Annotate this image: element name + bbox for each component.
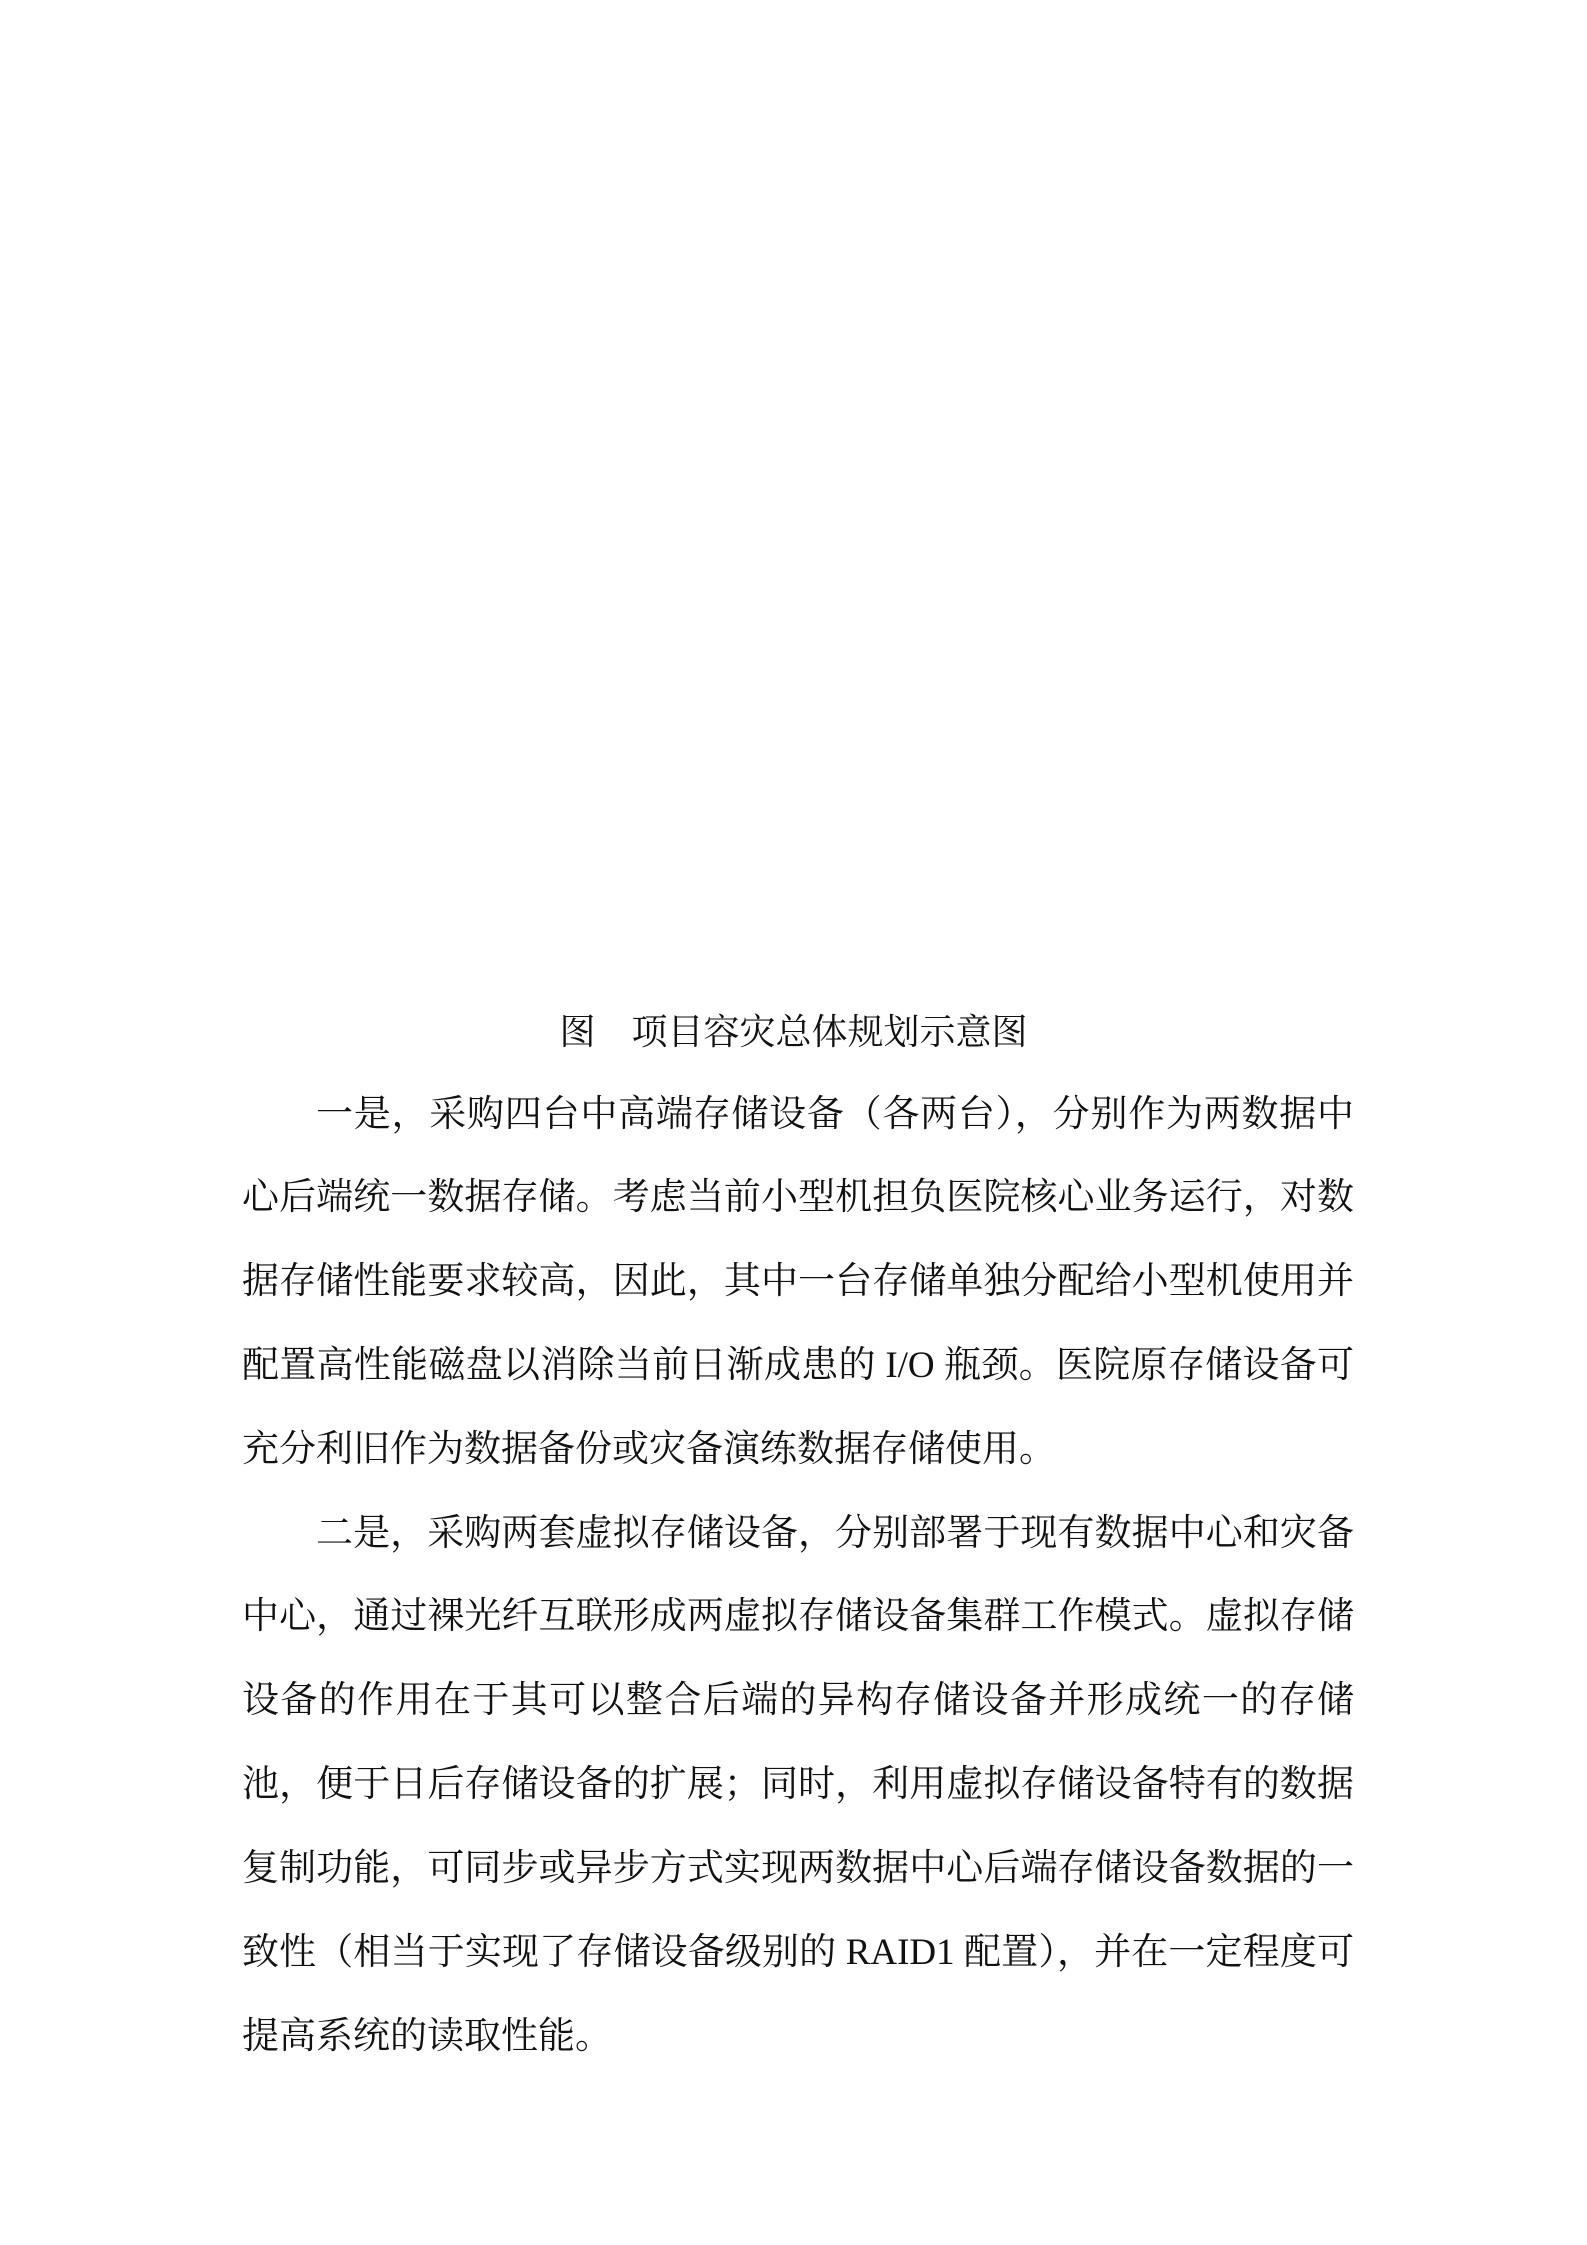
paragraph-line: 设备的作用在于其可以整合后端的异构存储设备并形成统一的存储: [242, 1680, 1354, 1721]
paragraph-line: 一是，采购四台中高端存储设备（各两台），分别作为两数据中: [316, 1094, 1354, 1135]
paragraph-line: 复制功能，可同步或异步方式实现两数据中心后端存储设备数据的一: [242, 1848, 1354, 1889]
paragraph-line: 中心，通过裸光纤互联形成两虚拟存储设备集群工作模式。虚拟存储: [242, 1596, 1354, 1637]
paragraph-line: 充分利旧作为数据备份或灾备演练数据存储使用。: [242, 1429, 1056, 1470]
paragraph-line: 二是，采购两套虚拟存储设备，分别部署于现有数据中心和灾备: [316, 1513, 1354, 1554]
figure-caption: 图 项目容灾总体规划示意图: [559, 1012, 1028, 1052]
paragraph-line: 提高系统的读取性能。: [242, 2016, 612, 2057]
paragraph-line: 心后端统一数据存储。考虑当前小型机担负医院核心业务运行，对数: [242, 1177, 1354, 1218]
paragraph-line: 据存储性能要求较高，因此，其中一台存储单独分配给小型机使用并: [242, 1261, 1354, 1302]
paragraph-line: 致性（相当于实现了存储设备级别的 RAID1 配置），并在一定程度可: [242, 1932, 1354, 1973]
paragraph-line: 池，便于日后存储设备的扩展；同时，利用虚拟存储设备特有的数据: [242, 1764, 1354, 1805]
paragraph-line: 配置高性能磁盘以消除当前日渐成患的 I/O 瓶颈。医院原存储设备可: [242, 1345, 1354, 1386]
